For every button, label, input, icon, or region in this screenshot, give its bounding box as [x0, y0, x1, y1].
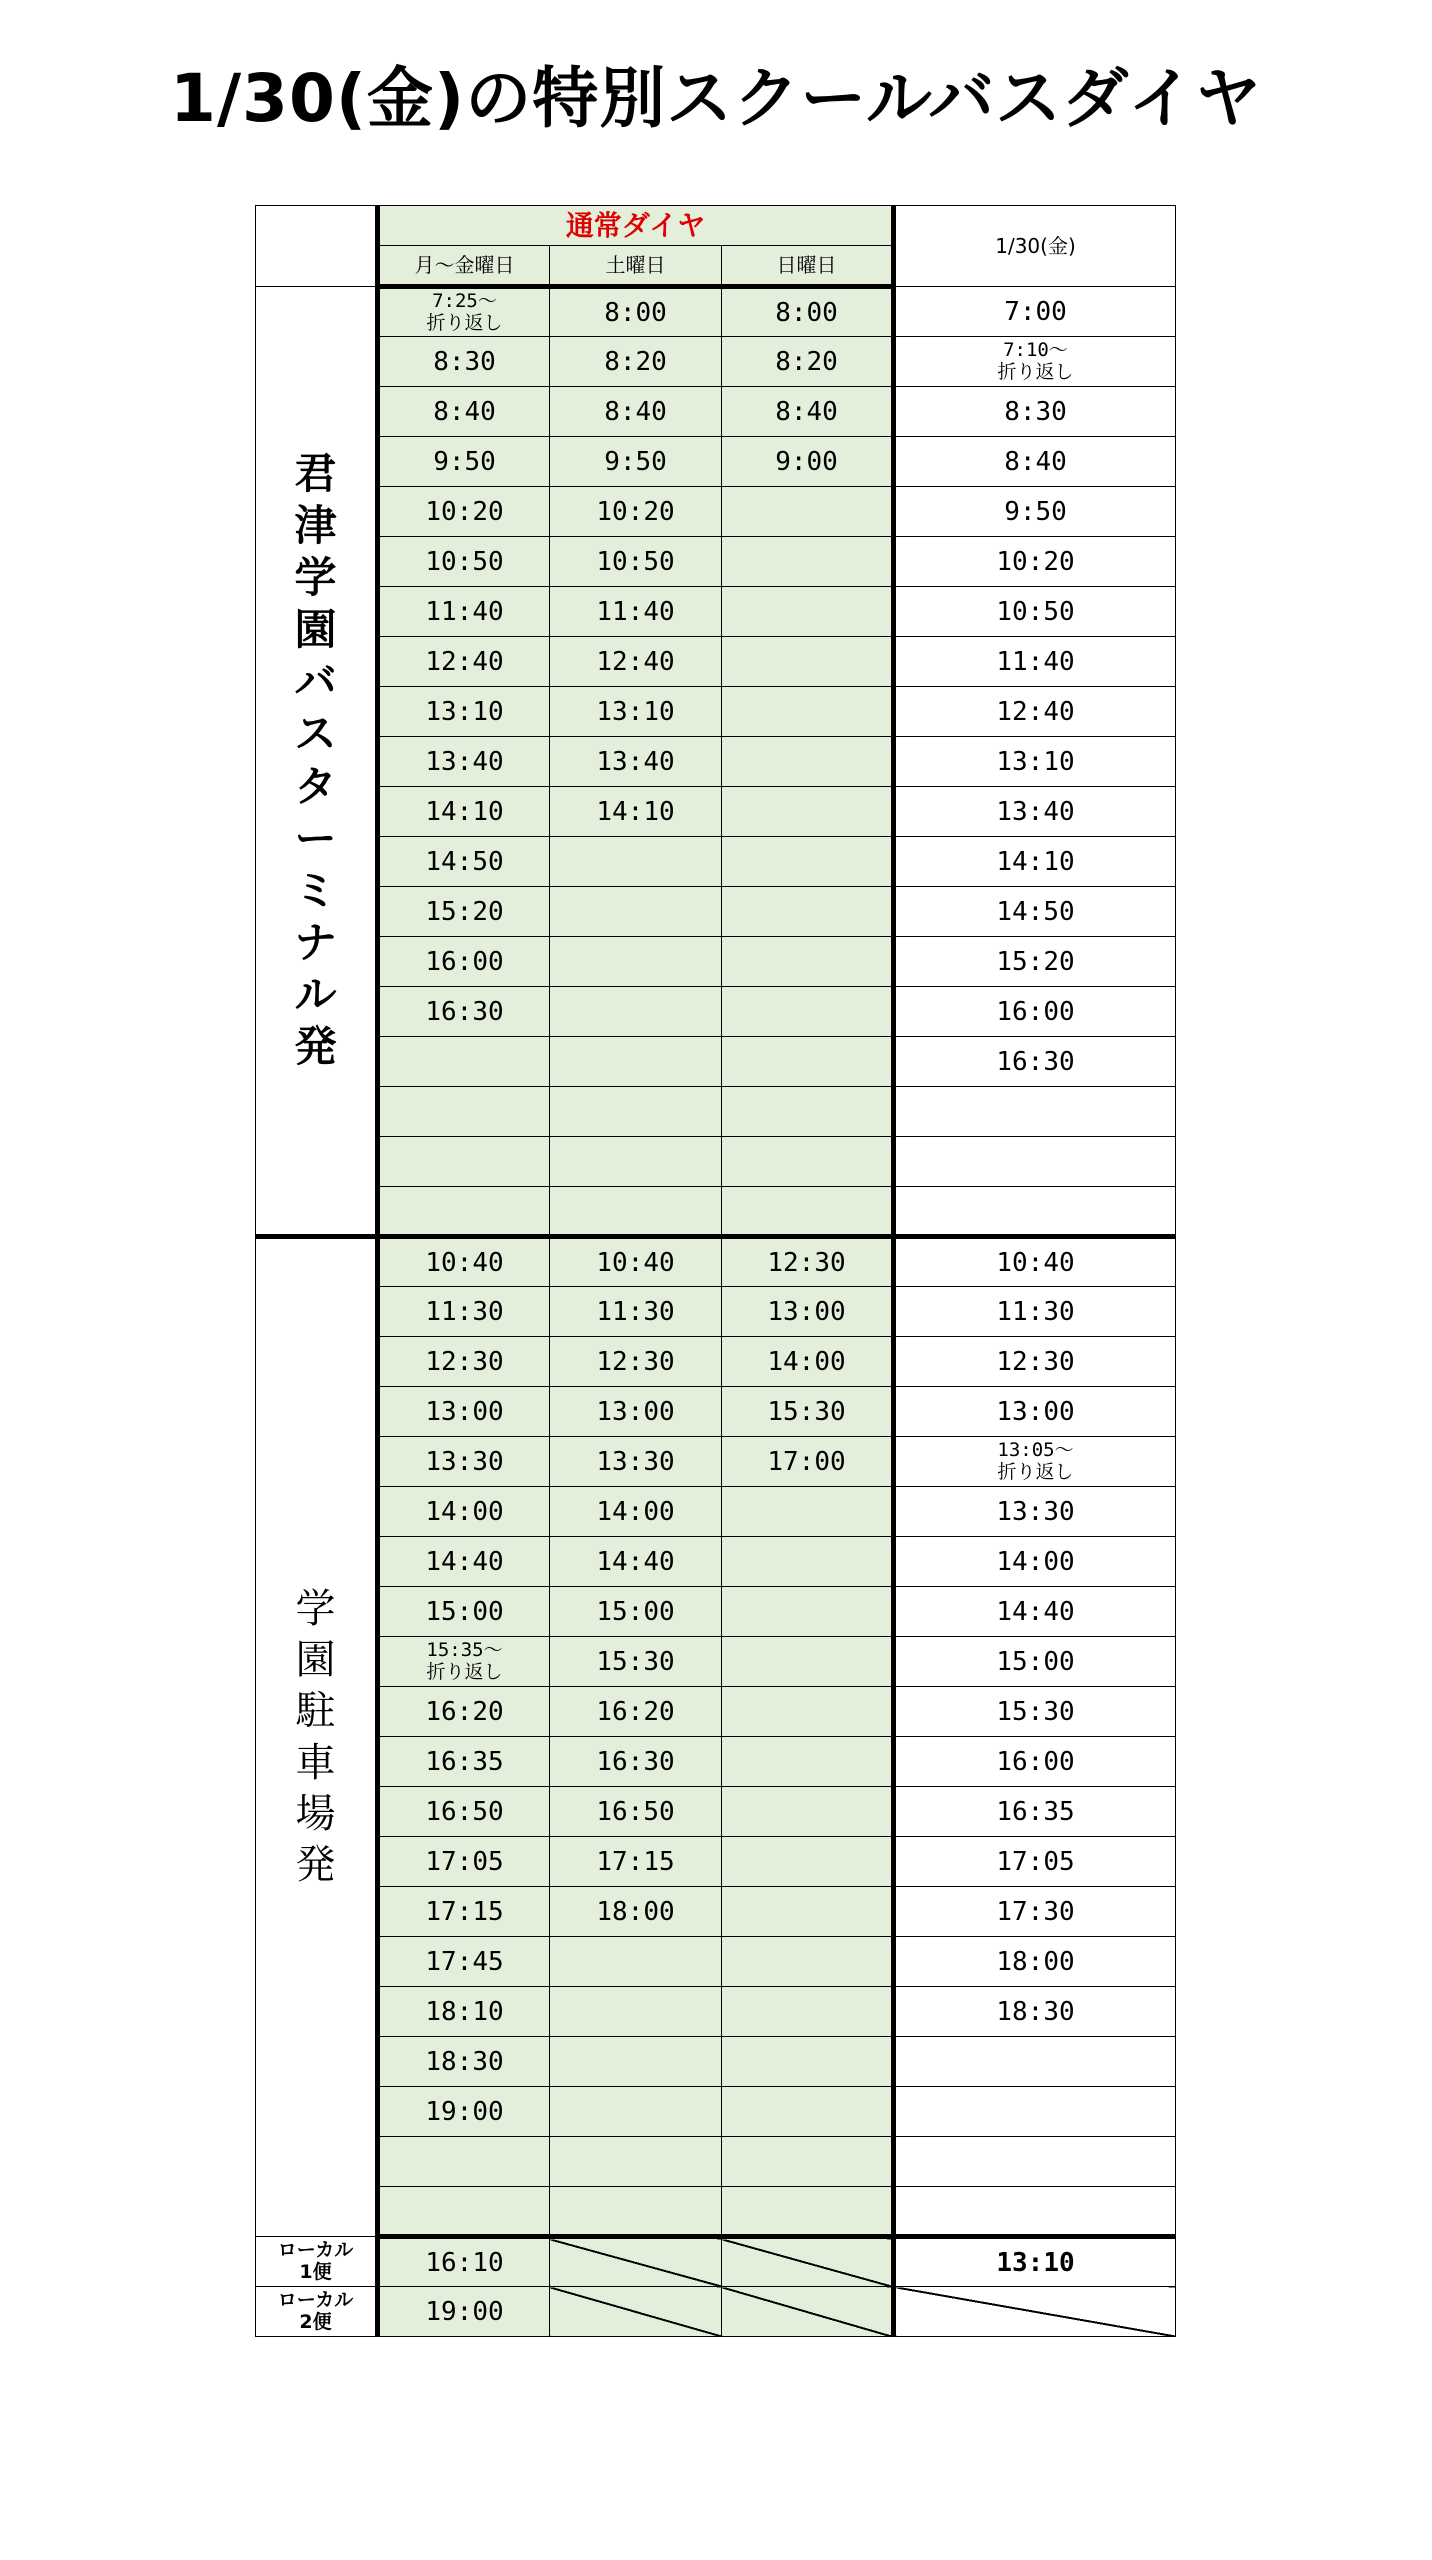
- saturday-time: 15:30: [550, 1637, 722, 1687]
- sunday-time: [722, 1687, 894, 1737]
- special-time: [894, 1187, 1176, 1237]
- sunday-time: [722, 1837, 894, 1887]
- table-row: [256, 287, 1176, 337]
- saturday-time: [550, 1187, 722, 1237]
- table-row: [256, 687, 1176, 737]
- local-row: [256, 2237, 1176, 2287]
- table-row: [256, 1537, 1176, 1587]
- table-row: [256, 1687, 1176, 1737]
- weekday-time: 15:20: [378, 887, 550, 937]
- sunday-header: 日曜日: [722, 246, 894, 287]
- section-label-parking: 学 園 駐 車 場 発: [256, 1237, 378, 2237]
- special-time: 15:20: [894, 937, 1176, 987]
- local-weekday-time: 19:00: [378, 2287, 550, 2337]
- saturday-header: 土曜日: [550, 246, 722, 287]
- special-time: 17:30: [894, 1887, 1176, 1937]
- saturday-time: [550, 987, 722, 1037]
- weekday-time: 16:35: [378, 1737, 550, 1787]
- special-time: 10:40: [894, 1237, 1176, 1287]
- special-time: 14:00: [894, 1537, 1176, 1587]
- local-saturday-na: [550, 2237, 722, 2287]
- table-row: [256, 537, 1176, 587]
- special-time: 17:05: [894, 1837, 1176, 1887]
- weekday-time: 18:30: [378, 2037, 550, 2087]
- saturday-time: [550, 937, 722, 987]
- special-time: 9:50: [894, 487, 1176, 537]
- weekday-time: 16:50: [378, 1787, 550, 1837]
- saturday-time: 8:40: [550, 387, 722, 437]
- special-date-header: 1/30(金): [894, 206, 1176, 287]
- sunday-time: 8:00: [722, 287, 894, 337]
- local-saturday-na: [550, 2287, 722, 2337]
- weekday-time: 17:15: [378, 1887, 550, 1937]
- saturday-time: 13:40: [550, 737, 722, 787]
- saturday-time: [550, 837, 722, 887]
- special-time: [894, 1137, 1176, 1187]
- table-row: [256, 2187, 1176, 2237]
- table-row: [256, 437, 1176, 487]
- special-time: 13:30: [894, 1487, 1176, 1537]
- sunday-time: [722, 737, 894, 787]
- local-special-na: [894, 2287, 1176, 2337]
- weekday-time: 8:40: [378, 387, 550, 437]
- saturday-time: [550, 1037, 722, 1087]
- saturday-time: 8:00: [550, 287, 722, 337]
- local-label: ローカル 2便: [256, 2287, 378, 2337]
- table-row: [256, 2037, 1176, 2087]
- special-time: 8:30: [894, 387, 1176, 437]
- weekday-time: [378, 2187, 550, 2237]
- special-time: 10:20: [894, 537, 1176, 587]
- header-row: [256, 206, 1176, 246]
- weekday-time: 7:25～ 折り返し: [378, 287, 550, 337]
- saturday-time: [550, 2037, 722, 2087]
- weekday-time: [378, 2137, 550, 2187]
- sunday-time: [722, 587, 894, 637]
- weekday-time: 14:40: [378, 1537, 550, 1587]
- special-time: 7:10～ 折り返し: [894, 337, 1176, 387]
- table-row: [256, 1587, 1176, 1637]
- table-row: [256, 1187, 1176, 1237]
- saturday-time: 8:20: [550, 337, 722, 387]
- table-row: [256, 787, 1176, 837]
- saturday-time: [550, 2187, 722, 2237]
- special-time: 8:40: [894, 437, 1176, 487]
- sunday-time: [722, 1887, 894, 1937]
- sunday-time: [722, 1737, 894, 1787]
- saturday-time: 13:00: [550, 1387, 722, 1437]
- table-row: [256, 937, 1176, 987]
- table-row: [256, 1037, 1176, 1087]
- weekday-time: 11:30: [378, 1287, 550, 1337]
- saturday-time: 12:40: [550, 637, 722, 687]
- sunday-time: [722, 787, 894, 837]
- saturday-time: 16:50: [550, 1787, 722, 1837]
- table-row: [256, 1737, 1176, 1787]
- table-row: [256, 887, 1176, 937]
- special-time: [894, 1087, 1176, 1137]
- special-time: 7:00: [894, 287, 1176, 337]
- table-row: [256, 1987, 1176, 2037]
- saturday-time: 13:30: [550, 1437, 722, 1487]
- sunday-time: [722, 687, 894, 737]
- sunday-time: 12:30: [722, 1237, 894, 1287]
- sunday-time: 8:40: [722, 387, 894, 437]
- saturday-time: 10:40: [550, 1237, 722, 1287]
- weekday-time: 8:30: [378, 337, 550, 387]
- table-row: [256, 2087, 1176, 2137]
- weekday-time: 15:35～ 折り返し: [378, 1637, 550, 1687]
- table-row: [256, 2137, 1176, 2187]
- sunday-time: 14:00: [722, 1337, 894, 1387]
- special-time: 14:10: [894, 837, 1176, 887]
- special-time: 13:40: [894, 787, 1176, 837]
- saturday-time: [550, 2137, 722, 2187]
- schedule-table: [255, 205, 1176, 2337]
- weekday-time: 17:05: [378, 1837, 550, 1887]
- special-time: 11:30: [894, 1287, 1176, 1337]
- section-label-bus-terminal: 君 津 学 園 バ ス タ ー ミ ナ ル 発: [256, 287, 378, 1237]
- table-row: [256, 1237, 1176, 1287]
- table-row: [256, 637, 1176, 687]
- weekday-time: [378, 1187, 550, 1237]
- saturday-time: 12:30: [550, 1337, 722, 1387]
- sunday-time: [722, 1637, 894, 1687]
- saturday-time: 11:30: [550, 1287, 722, 1337]
- special-time: 16:00: [894, 1737, 1176, 1787]
- saturday-time: [550, 1987, 722, 2037]
- special-time: 11:40: [894, 637, 1176, 687]
- saturday-time: 17:15: [550, 1837, 722, 1887]
- saturday-time: 15:00: [550, 1587, 722, 1637]
- table-row: [256, 1937, 1176, 1987]
- weekday-time: 16:30: [378, 987, 550, 1037]
- special-time: [894, 2037, 1176, 2087]
- sunday-time: [722, 637, 894, 687]
- weekday-time: 10:20: [378, 487, 550, 537]
- special-time: [894, 2187, 1176, 2237]
- table-row: [256, 487, 1176, 537]
- table-row: [256, 1387, 1176, 1437]
- weekday-time: 18:10: [378, 1987, 550, 2037]
- special-time: 13:05～ 折り返し: [894, 1437, 1176, 1487]
- page-title: 1/30(金)の特別スクールバスダイヤ: [170, 60, 1262, 137]
- saturday-time: [550, 2087, 722, 2137]
- table-row: [256, 1887, 1176, 1937]
- table-row: [256, 1487, 1176, 1537]
- local-sunday-na: [722, 2287, 894, 2337]
- table-row: [256, 1837, 1176, 1887]
- special-time: 18:30: [894, 1987, 1176, 2037]
- weekday-time: 10:50: [378, 537, 550, 587]
- sunday-time: [722, 837, 894, 887]
- sunday-time: [722, 1137, 894, 1187]
- sunday-time: 9:00: [722, 437, 894, 487]
- weekday-time: [378, 1137, 550, 1187]
- weekday-time: 16:20: [378, 1687, 550, 1737]
- saturday-time: 13:10: [550, 687, 722, 737]
- special-time: [894, 2137, 1176, 2187]
- special-time: 13:00: [894, 1387, 1176, 1437]
- saturday-time: 14:40: [550, 1537, 722, 1587]
- sunday-time: [722, 2137, 894, 2187]
- weekday-time: 13:40: [378, 737, 550, 787]
- weekday-time: [378, 1087, 550, 1137]
- weekday-time: 13:00: [378, 1387, 550, 1437]
- sunday-time: [722, 2187, 894, 2237]
- table-row: [256, 1437, 1176, 1487]
- sunday-time: [722, 1187, 894, 1237]
- table-row: [256, 1087, 1176, 1137]
- saturday-time: 14:10: [550, 787, 722, 837]
- sunday-time: 15:30: [722, 1387, 894, 1437]
- table-row: [256, 1287, 1176, 1337]
- sunday-time: [722, 1037, 894, 1087]
- weekday-time: 16:00: [378, 937, 550, 987]
- local-weekday-time: 16:10: [378, 2237, 550, 2287]
- table-row: [256, 587, 1176, 637]
- special-time: 13:10: [894, 737, 1176, 787]
- special-time: 14:50: [894, 887, 1176, 937]
- special-time: 12:40: [894, 687, 1176, 737]
- table-row: [256, 737, 1176, 787]
- saturday-time: [550, 1937, 722, 1987]
- weekday-time: 12:40: [378, 637, 550, 687]
- special-time: [894, 2087, 1176, 2137]
- weekday-time: 14:50: [378, 837, 550, 887]
- sunday-time: [722, 537, 894, 587]
- special-time: 15:30: [894, 1687, 1176, 1737]
- saturday-time: 16:20: [550, 1687, 722, 1737]
- sunday-time: [722, 1087, 894, 1137]
- special-time: 16:00: [894, 987, 1176, 1037]
- table-row: [256, 1637, 1176, 1687]
- saturday-time: 18:00: [550, 1887, 722, 1937]
- saturday-time: 14:00: [550, 1487, 722, 1537]
- table-row: [256, 1787, 1176, 1837]
- table-row: [256, 1137, 1176, 1187]
- local-special-time: 13:10: [894, 2237, 1176, 2287]
- weekday-time: 12:30: [378, 1337, 550, 1387]
- weekday-time: 19:00: [378, 2087, 550, 2137]
- weekday-time: [378, 1037, 550, 1087]
- special-time: 14:40: [894, 1587, 1176, 1637]
- weekday-time: 14:00: [378, 1487, 550, 1537]
- table-row: [256, 837, 1176, 887]
- sunday-time: [722, 937, 894, 987]
- sunday-time: [722, 1587, 894, 1637]
- saturday-time: 11:40: [550, 587, 722, 637]
- sunday-time: [722, 1937, 894, 1987]
- weekday-time: 9:50: [378, 437, 550, 487]
- sunday-time: [722, 1487, 894, 1537]
- weekday-time: 13:30: [378, 1437, 550, 1487]
- weekday-time: 11:40: [378, 587, 550, 637]
- sunday-time: 13:00: [722, 1287, 894, 1337]
- sunday-time: [722, 1537, 894, 1587]
- local-sunday-na: [722, 2237, 894, 2287]
- sunday-time: [722, 1987, 894, 2037]
- sunday-time: 17:00: [722, 1437, 894, 1487]
- weekday-header: 月～金曜日: [378, 246, 550, 287]
- table-row: [256, 387, 1176, 437]
- saturday-time: [550, 1087, 722, 1137]
- saturday-time: 10:50: [550, 537, 722, 587]
- sunday-time: [722, 2037, 894, 2087]
- weekday-time: 10:40: [378, 1237, 550, 1287]
- weekday-time: 17:45: [378, 1937, 550, 1987]
- sunday-time: [722, 887, 894, 937]
- sunday-time: 8:20: [722, 337, 894, 387]
- saturday-time: [550, 1137, 722, 1187]
- saturday-time: 10:20: [550, 487, 722, 537]
- saturday-time: 16:30: [550, 1737, 722, 1787]
- sunday-time: [722, 487, 894, 537]
- sunday-time: [722, 2087, 894, 2137]
- local-row: [256, 2287, 1176, 2337]
- special-time: 16:30: [894, 1037, 1176, 1087]
- weekday-time: 14:10: [378, 787, 550, 837]
- table-row: [256, 337, 1176, 387]
- special-time: 18:00: [894, 1937, 1176, 1987]
- saturday-time: 9:50: [550, 437, 722, 487]
- saturday-time: [550, 887, 722, 937]
- table-row: [256, 1337, 1176, 1387]
- table-row: [256, 987, 1176, 1037]
- special-time: 12:30: [894, 1337, 1176, 1387]
- special-time: 15:00: [894, 1637, 1176, 1687]
- corner-cell: [256, 206, 378, 287]
- weekday-time: 15:00: [378, 1587, 550, 1637]
- sunday-time: [722, 987, 894, 1037]
- special-time: 10:50: [894, 587, 1176, 637]
- local-label: ローカル 1便: [256, 2237, 378, 2287]
- normal-schedule-header: 通常ダイヤ: [378, 206, 894, 246]
- sunday-time: [722, 1787, 894, 1837]
- special-time: 16:35: [894, 1787, 1176, 1837]
- weekday-time: 13:10: [378, 687, 550, 737]
